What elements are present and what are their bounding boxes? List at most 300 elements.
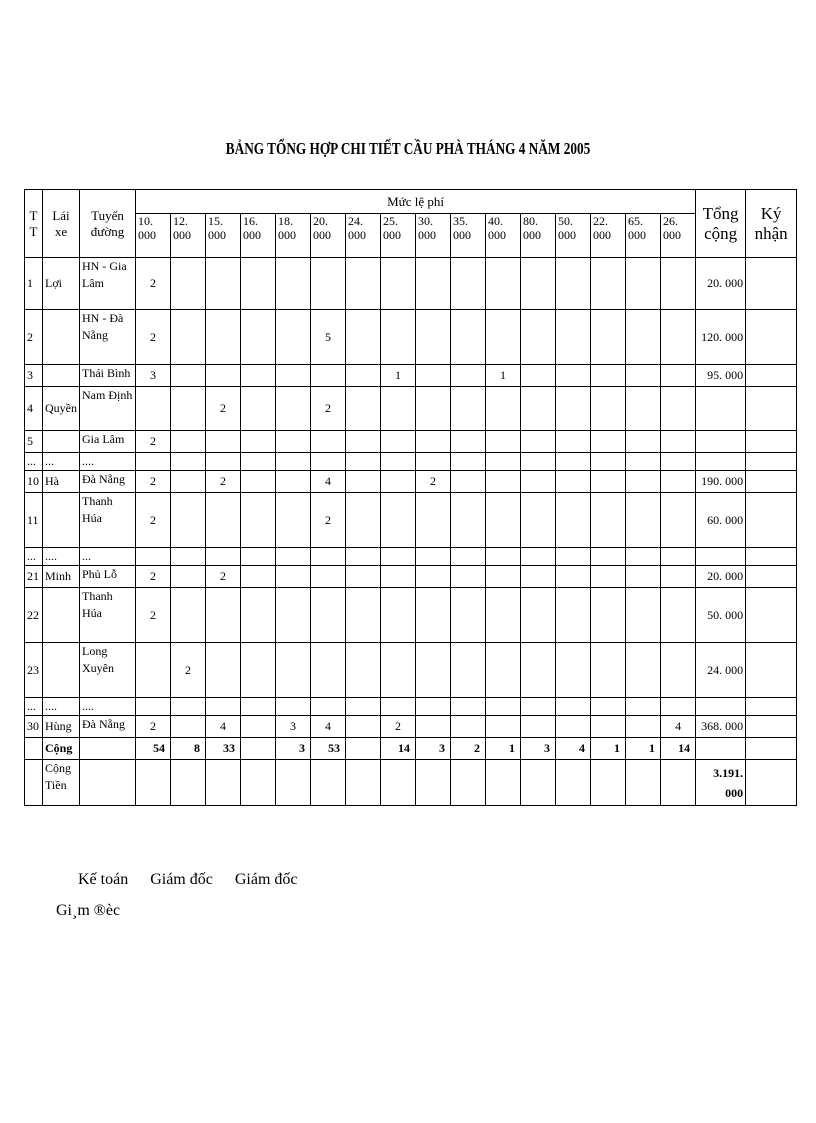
fee-count-cell (416, 698, 451, 716)
fee-level-header: 35. 000 (451, 214, 486, 258)
row-total (696, 431, 746, 453)
fee-count-cell (626, 716, 661, 738)
fee-count-cell (486, 493, 521, 548)
sum-route (80, 738, 136, 760)
row-signature (746, 493, 797, 548)
signature-accountant: Kế toán (78, 871, 129, 888)
fee-count-cell (626, 310, 661, 365)
fee-count-cell (241, 716, 276, 738)
fee-count-cell: 4 (661, 716, 696, 738)
fee-count-cell: 2 (136, 471, 171, 493)
fee-count-cell (276, 310, 311, 365)
fee-count-cell (556, 431, 591, 453)
money-signature (746, 760, 797, 806)
fee-count-cell (451, 365, 486, 387)
row-driver (43, 365, 80, 387)
fee-count-cell (381, 566, 416, 588)
fee-count-cell (521, 453, 556, 471)
fee-count-cell (241, 387, 276, 431)
fee-count-cell (241, 365, 276, 387)
fee-level-header: 26. 000 (661, 214, 696, 258)
row-index: 22 (25, 588, 43, 643)
fee-count-cell (346, 471, 381, 493)
fee-count-cell (416, 643, 451, 698)
fee-count-cell (311, 453, 346, 471)
fee-count-cell (661, 566, 696, 588)
fee-count-cell (591, 588, 626, 643)
fee-count-cell (381, 258, 416, 310)
row-index: 5 (25, 431, 43, 453)
document-title: BẢNG TỔNG HỢP CHI TIẾT CẦU PHÀ THÁNG 4 NĂM 2005 (225, 139, 591, 158)
fee-count-cell: 2 (171, 643, 206, 698)
fee-count-cell (311, 258, 346, 310)
fee-count-cell (556, 643, 591, 698)
fee-count-cell (416, 716, 451, 738)
row-signature (746, 588, 797, 643)
fee-count-cell (591, 643, 626, 698)
fee-count-cell (206, 548, 241, 566)
sum-signature (746, 738, 797, 760)
fee-count-cell (171, 387, 206, 431)
fee-count-cell (626, 566, 661, 588)
fee-count-cell (591, 493, 626, 548)
row-signature (746, 365, 797, 387)
fee-count-cell (416, 548, 451, 566)
fee-count-cell (346, 643, 381, 698)
money-empty-cell (626, 760, 661, 806)
fee-count-cell (451, 258, 486, 310)
money-total: 3.191. 000 (696, 760, 746, 806)
fee-count-cell (486, 698, 521, 716)
fee-count-cell (311, 588, 346, 643)
fee-count-cell: 2 (416, 471, 451, 493)
fee-count-cell (556, 566, 591, 588)
row-route: Long Xuyên (80, 643, 136, 698)
fee-count-cell (136, 387, 171, 431)
fee-count-cell: 2 (311, 493, 346, 548)
row-signature (746, 310, 797, 365)
fee-count-cell (626, 431, 661, 453)
row-route: Thái Bình (80, 365, 136, 387)
fee-count-cell (626, 258, 661, 310)
fee-count-cell (661, 698, 696, 716)
row-total (696, 548, 746, 566)
fee-count-cell (626, 365, 661, 387)
money-empty-cell (591, 760, 626, 806)
sum-count-cell: 1 (591, 738, 626, 760)
table-row (25, 453, 797, 471)
table-row (25, 716, 797, 738)
fee-count-cell (381, 310, 416, 365)
fee-count-cell (276, 588, 311, 643)
row-signature (746, 387, 797, 431)
fee-count-cell (416, 588, 451, 643)
fee-count-cell (661, 471, 696, 493)
fee-count-cell (381, 588, 416, 643)
fee-count-cell (591, 453, 626, 471)
fee-count-cell: 2 (136, 566, 171, 588)
fee-count-cell (241, 698, 276, 716)
fee-count-cell (661, 493, 696, 548)
fee-count-cell (416, 493, 451, 548)
fee-level-header: 24. 000 (346, 214, 381, 258)
fee-count-cell (311, 698, 346, 716)
fee-count-cell (521, 643, 556, 698)
fee-count-cell (381, 387, 416, 431)
fee-count-cell (241, 566, 276, 588)
money-empty-cell (416, 760, 451, 806)
fee-count-cell (241, 548, 276, 566)
fee-count-cell (591, 365, 626, 387)
fee-count-cell (381, 453, 416, 471)
fee-count-cell (381, 698, 416, 716)
sum-count-cell: 14 (661, 738, 696, 760)
fee-count-cell (276, 387, 311, 431)
fee-count-cell (171, 588, 206, 643)
row-total: 368. 000 (696, 716, 746, 738)
row-signature (746, 431, 797, 453)
fee-count-cell: 2 (136, 431, 171, 453)
row-signature (746, 258, 797, 310)
money-empty-cell (136, 760, 171, 806)
money-index (25, 760, 43, 806)
row-route: Đà Nẵng (80, 716, 136, 738)
fee-count-cell (381, 431, 416, 453)
fee-count-cell (626, 643, 661, 698)
fee-level-header: 65. 000 (626, 214, 661, 258)
fee-count-cell (661, 431, 696, 453)
row-route: Gia Lâm (80, 431, 136, 453)
fee-count-cell (591, 471, 626, 493)
fee-level-header: 40. 000 (486, 214, 521, 258)
row-total: 50. 000 (696, 588, 746, 643)
fee-count-cell (206, 698, 241, 716)
fee-count-cell (486, 431, 521, 453)
fee-count-cell: 1 (381, 365, 416, 387)
fee-count-cell (556, 258, 591, 310)
sum-count-cell (346, 738, 381, 760)
row-total: 190. 000 (696, 471, 746, 493)
row-route: HN - Gia Lâm (80, 258, 136, 310)
row-index: 11 (25, 493, 43, 548)
table-row (25, 588, 797, 643)
money-row (25, 760, 797, 806)
fee-count-cell (556, 310, 591, 365)
fee-count-cell (451, 471, 486, 493)
fee-count-cell (416, 365, 451, 387)
fee-count-cell (241, 258, 276, 310)
fee-count-cell: 4 (206, 716, 241, 738)
fee-count-cell (346, 453, 381, 471)
money-route (80, 760, 136, 806)
fee-count-cell (486, 643, 521, 698)
fee-count-cell (486, 471, 521, 493)
row-route: Đà Nẵng (80, 471, 136, 493)
fee-count-cell: 2 (206, 471, 241, 493)
sum-count-cell: 1 (486, 738, 521, 760)
fee-count-cell (416, 310, 451, 365)
header-driver: Lái xe (43, 190, 80, 258)
signature-line (78, 871, 316, 889)
row-route: ... (80, 548, 136, 566)
sum-label: Cộng (43, 738, 80, 760)
fee-count-cell (486, 716, 521, 738)
row-driver: Minh (43, 566, 80, 588)
row-driver (43, 493, 80, 548)
row-route: HN - Đà Nẵng (80, 310, 136, 365)
row-signature (746, 566, 797, 588)
row-signature (746, 453, 797, 471)
fee-count-cell (171, 493, 206, 548)
sum-count-cell: 2 (451, 738, 486, 760)
fee-count-cell (626, 588, 661, 643)
fee-count-cell (591, 548, 626, 566)
fee-level-header: 22. 000 (591, 214, 626, 258)
row-total: 20. 000 (696, 566, 746, 588)
row-index: 30 (25, 716, 43, 738)
row-index: 23 (25, 643, 43, 698)
sum-count-cell: 8 (171, 738, 206, 760)
fee-count-cell (346, 310, 381, 365)
fee-count-cell (206, 643, 241, 698)
sum-count-cell: 54 (136, 738, 171, 760)
row-index: 4 (25, 387, 43, 431)
header-sign: Ký nhận (746, 190, 797, 258)
row-driver: ... (43, 453, 80, 471)
fee-count-cell (591, 258, 626, 310)
table-row (25, 471, 797, 493)
fee-count-cell (276, 643, 311, 698)
row-driver (43, 431, 80, 453)
fee-count-cell (451, 387, 486, 431)
fee-count-cell (171, 716, 206, 738)
fee-count-cell (451, 548, 486, 566)
fee-count-cell (276, 698, 311, 716)
fee-count-cell (346, 548, 381, 566)
fee-count-cell (206, 493, 241, 548)
sum-row (25, 738, 797, 760)
fee-count-cell (451, 431, 486, 453)
fee-count-cell (346, 698, 381, 716)
row-index: 1 (25, 258, 43, 310)
row-signature (746, 471, 797, 493)
fee-count-cell (276, 431, 311, 453)
sum-count-cell: 4 (556, 738, 591, 760)
row-total: 60. 000 (696, 493, 746, 548)
fee-count-cell (521, 716, 556, 738)
fee-count-cell (311, 548, 346, 566)
fee-level-header: 18. 000 (276, 214, 311, 258)
fee-count-cell: 2 (311, 387, 346, 431)
fee-count-cell: 3 (276, 716, 311, 738)
fee-level-header: 15. 000 (206, 214, 241, 258)
sum-index (25, 738, 43, 760)
fee-count-cell (661, 453, 696, 471)
fee-count-cell (486, 588, 521, 643)
fee-count-cell (451, 698, 486, 716)
fee-count-cell (556, 698, 591, 716)
fee-count-cell (626, 471, 661, 493)
fee-count-cell (381, 643, 416, 698)
fee-count-cell (626, 548, 661, 566)
fee-count-cell (451, 493, 486, 548)
table-row (25, 431, 797, 453)
fee-count-cell (276, 493, 311, 548)
fee-count-cell (346, 365, 381, 387)
fee-count-cell (451, 588, 486, 643)
fee-count-cell (311, 431, 346, 453)
fee-count-cell: 2 (136, 716, 171, 738)
fee-count-cell (206, 588, 241, 643)
row-index: 21 (25, 566, 43, 588)
money-empty-cell (171, 760, 206, 806)
row-driver: .... (43, 548, 80, 566)
fee-count-cell (556, 387, 591, 431)
row-driver (43, 588, 80, 643)
money-empty-cell (346, 760, 381, 806)
fee-count-cell (626, 453, 661, 471)
fee-count-cell (626, 698, 661, 716)
row-index: ... (25, 698, 43, 716)
fee-count-cell (381, 548, 416, 566)
fee-count-cell (521, 566, 556, 588)
money-empty-cell (241, 760, 276, 806)
fee-count-cell (206, 365, 241, 387)
row-total: 24. 000 (696, 643, 746, 698)
fee-count-cell (626, 387, 661, 431)
fee-count-cell (591, 716, 626, 738)
fee-count-cell (346, 716, 381, 738)
fee-count-cell (521, 698, 556, 716)
fee-count-cell (206, 453, 241, 471)
fee-count-cell (276, 258, 311, 310)
fee-count-cell (521, 548, 556, 566)
table-row (25, 548, 797, 566)
fee-count-cell: 2 (381, 716, 416, 738)
table-row (25, 566, 797, 588)
row-total: 120. 000 (696, 310, 746, 365)
fee-count-cell (416, 431, 451, 453)
fee-count-cell (381, 471, 416, 493)
row-signature (746, 698, 797, 716)
row-driver: Lợi (43, 258, 80, 310)
fee-count-cell (241, 588, 276, 643)
row-signature (746, 716, 797, 738)
fee-level-header: 10. 000 (136, 214, 171, 258)
fee-count-cell (591, 566, 626, 588)
fee-count-cell: 2 (206, 387, 241, 431)
signature-director-1: Giám đốc (150, 871, 213, 888)
fee-count-cell (381, 493, 416, 548)
fee-level-header: 25. 000 (381, 214, 416, 258)
fee-count-cell (661, 387, 696, 431)
fee-count-cell (171, 258, 206, 310)
row-index: 10 (25, 471, 43, 493)
row-signature (746, 548, 797, 566)
fee-count-cell (346, 566, 381, 588)
fee-count-cell (591, 698, 626, 716)
fee-count-cell (661, 643, 696, 698)
row-index: ... (25, 453, 43, 471)
fee-count-cell (241, 431, 276, 453)
fee-count-cell (591, 387, 626, 431)
header-tt: T T (25, 190, 43, 258)
row-total (696, 698, 746, 716)
row-driver: Hà (43, 471, 80, 493)
fee-count-cell (486, 548, 521, 566)
fee-count-cell: 2 (136, 258, 171, 310)
fee-count-cell (661, 365, 696, 387)
fee-count-cell: 2 (136, 588, 171, 643)
row-route: Nam Định (80, 387, 136, 431)
fee-count-cell (241, 643, 276, 698)
fee-count-cell (486, 387, 521, 431)
fee-count-cell (486, 566, 521, 588)
header-route: Tuyến đường (80, 190, 136, 258)
sum-count-cell: 53 (311, 738, 346, 760)
money-empty-cell (311, 760, 346, 806)
row-driver (43, 310, 80, 365)
fee-count-cell (521, 588, 556, 643)
fee-count-cell (556, 493, 591, 548)
table-row (25, 643, 797, 698)
fee-count-cell (241, 310, 276, 365)
fee-level-header: 12. 000 (171, 214, 206, 258)
fee-level-header: 80. 000 (521, 214, 556, 258)
fee-count-cell (556, 453, 591, 471)
fee-count-cell (206, 431, 241, 453)
fee-count-cell (136, 643, 171, 698)
table-row (25, 698, 797, 716)
fee-count-cell: 3 (136, 365, 171, 387)
row-route: Thanh Húa (80, 588, 136, 643)
row-route: Thanh Húa (80, 493, 136, 548)
money-empty-cell (521, 760, 556, 806)
fee-count-cell (276, 566, 311, 588)
sum-count-cell (241, 738, 276, 760)
fee-count-cell: 2 (136, 493, 171, 548)
fee-count-cell (241, 453, 276, 471)
fee-level-header: 16. 000 (241, 214, 276, 258)
fee-count-cell (661, 588, 696, 643)
fee-count-cell (521, 493, 556, 548)
fee-count-cell (346, 588, 381, 643)
fee-count-cell (171, 566, 206, 588)
row-index: 3 (25, 365, 43, 387)
fee-count-cell (451, 566, 486, 588)
fee-count-cell (556, 365, 591, 387)
fee-level-header: 50. 000 (556, 214, 591, 258)
sum-count-cell: 3 (276, 738, 311, 760)
fee-count-cell (416, 453, 451, 471)
fee-count-cell (276, 365, 311, 387)
fee-count-cell (416, 387, 451, 431)
fee-count-cell (486, 258, 521, 310)
row-route: Phủ Lỗ (80, 566, 136, 588)
sum-count-cell: 33 (206, 738, 241, 760)
money-empty-cell (486, 760, 521, 806)
fee-count-cell: 5 (311, 310, 346, 365)
fee-count-cell (206, 258, 241, 310)
fee-count-cell (171, 471, 206, 493)
money-empty-cell (276, 760, 311, 806)
fee-count-cell (416, 566, 451, 588)
fee-count-cell (171, 310, 206, 365)
fee-count-cell (346, 258, 381, 310)
fee-count-cell (521, 387, 556, 431)
fee-count-cell: 1 (486, 365, 521, 387)
row-total: 20. 000 (696, 258, 746, 310)
